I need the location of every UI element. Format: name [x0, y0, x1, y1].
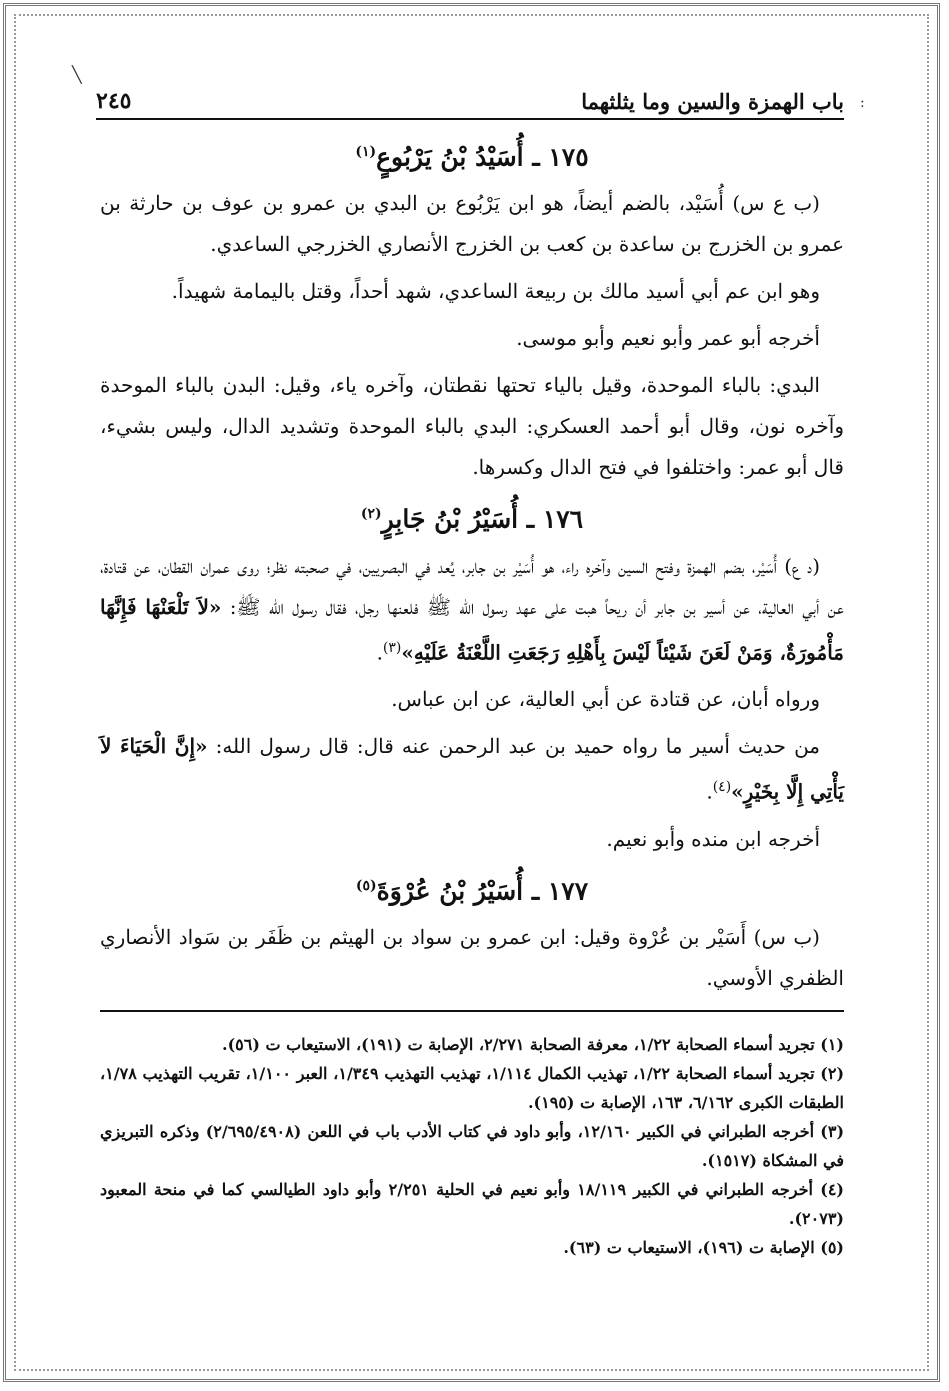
running-title: باب الهمزة والسين وما يثلثهما: [581, 89, 844, 114]
footnote-ref: (٢): [360, 506, 382, 523]
stray-mark: :: [860, 95, 865, 111]
entry-title: [100, 866, 844, 911]
paragraph: ورواه أبان، عن قتادة عن أبي العالية، عن ابن عباس.: [391, 687, 820, 712]
paragraph: البدي: بالباء الموحدة، وقيل بالياء تحتها نقطتان، وآخره ياء، وقيل: البدن بالباء الموحدة وآخره نون، وقال أبو أحمد العسكري: البدي بالباء الموحدة وتشديد الدال، وليس بشيء، قال أبو عمر: واختلفوا في فتح الدال وكسرها.: [100, 373, 844, 480]
main-content: [100, 130, 844, 1005]
entry-title-text: ١٧٥ ـ أُسَيْدُ بْنُ يَرْبُوعٍ: [376, 142, 589, 172]
page-header: [96, 80, 844, 120]
paragraph-text: من حديث أسير ما رواه حميد بن عبد الرحمن عنه قال: قال رسول الله:: [215, 734, 821, 759]
footnote: (٢) تجريد أسماء الصحابة ١/٢٢، تهذيب الكمال ١/١١٤، تهذيب التهذيب ١/٣٤٩، العبر ١/١٠٠، تقريب التهذيب ١/٧٨، الطبقات الكبرى ٦/١٦٢، ١٦٣، الإصابة ت (١٩٥).: [100, 1064, 845, 1112]
paragraph: (د ع) أُسَيْر، بضم الهمزة وفتح السين وآخره راء، هو أُسَيْر بن جابر، يُعد في البصريين، في صحبته نظر؛ روى عمران القطان، عن قتادة، عن أبي العالية، عن أسير بن جابر أن ريحاً هبت على عهد رسول الله ﷺ فلعنها رجل، فقال رسول الله ﷺ: «لاَ تَلْعَنْهَا فَإِنَّهَا مَأْمُورَةٌ، وَمَنْ لَعَنَ شَيْئاً لَيْسَ بِأَهْلِهِ رَجَعَتِ اللَّعْنَةُ عَلَيْهِ»$^{(٣)}$.: [100, 553, 844, 665]
footnote: (٥) الإصابة ت (١٩٦)، الاستيعاب ت (٦٣).: [563, 1238, 844, 1257]
entry-title: [100, 132, 844, 177]
footnote-ref: (٤): [712, 779, 732, 796]
hadith-quote: «إِنَّ الْحَيَاءَ لاَ يَأْتِي إِلَّا بِخَيْرٍ»: [100, 734, 844, 804]
footnotes: [100, 1010, 844, 1262]
paragraph-text: (د ع) أُسَيْر، بضم الهمزة وفتح السين وآخره راء، هو أُسَيْر بن جابر، يُعد في البصريين، في صحبته نظر؛ روى عمران القطان، عن قتادة، عن أبي العالية، عن أسير بن جابر أن ريحاً هبت على عهد رسول الله ﷺ فلعنها رجل، فقال رسول الله ﷺ:: [100, 553, 844, 619]
stray-mark: ╲: [72, 65, 82, 84]
page-number: ٢٤٥: [96, 88, 132, 114]
footnote-ref: (١): [355, 144, 377, 160]
footnote-ref: (٣): [382, 639, 402, 656]
paragraph: (ب س) أَسَيْر بن عُرْوة وقيل: ابن عمرو بن سواد بن الهيثم بن ظَفَر بن سَواد الأنصاري الظفري الأوسي.: [100, 925, 844, 991]
paragraph: (ب ع س) أُسَيْد، بالضم أيضاً، هو ابن يَرْبُوع بن البدي بن عمرو بن عوف بن حارثة بن عمرو بن الخزرج بن ساعدة بن كعب بن الخزرج الأنصاري الخزرجي الساعدي.: [100, 191, 844, 257]
footnote: (٤) أخرجه الطبراني في الكبير ١٨/١١٩ وأبو نعيم في الحلية ٢/٢٥١ وأبو داود الطيالسي كما في منحة المعبود (٢٠٧٣).: [100, 1180, 844, 1228]
footnote-ref: (٥): [355, 877, 377, 894]
entry-title: [100, 494, 844, 539]
footnote: (١) تجريد أسماء الصحابة ١/٢٢، معرفة الصحابة ٢/٢٧١، الإصابة ت (١٩١)، الاستيعاب ت (٥٦).: [222, 1035, 844, 1054]
paragraph: أخرجه ابن منده وأبو نعيم.: [606, 826, 820, 851]
footnote: (٣) أخرجه الطبراني في الكبير ١٢/١٦٠، وأبو داود في كتاب الأدب باب في اللعن (٢/٦٩٥/٤٩٠٨) وذكره التبريزي في المشكاة (١٥١٧).: [100, 1122, 845, 1170]
paragraph: من حديث أسير ما رواه حميد بن عبد الرحمن عنه قال: قال رسول الله: «إِنَّ الْحَيَاءَ لاَ يَأْتِي إِلَّا بِخَيْرٍ»$^{(٤)}$.: [100, 734, 844, 804]
entry-title-text: ١٧٦ ـ أُسَيْرُ بْنُ جَابِرٍ: [381, 504, 584, 534]
paragraph: أخرجه أبو عمر وأبو نعيم وأبو موسى.: [516, 326, 820, 351]
paragraph: وهو ابن عم أبي أسيد مالك بن ربيعة الساعدي، شهد أحداً، وقتل باليمامة شهيداً.: [171, 279, 820, 304]
hadith-quote: «لاَ تَلْعَنْهَا فَإِنَّهَا مَأْمُورَةٌ، وَمَنْ لَعَنَ شَيْئاً لَيْسَ بِأَهْلِهِ رَجَعَتِ اللَّعْنَةُ عَلَيْهِ»: [100, 594, 844, 665]
entry-title-text: ١٧٧ ـ أُسَيْرُ بْنُ عُرْوَةَ: [376, 876, 589, 906]
